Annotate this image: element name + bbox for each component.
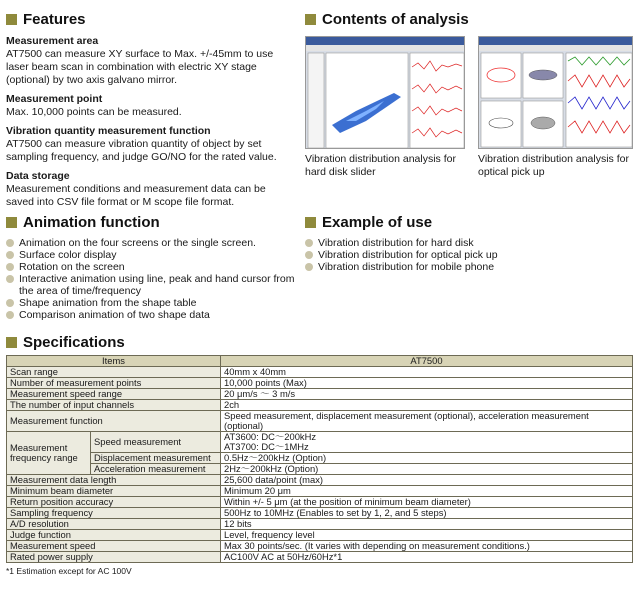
specifications-table <box>6 355 633 563</box>
footnote: *1 Estimation except for AC 100V <box>6 566 132 576</box>
feature-item: Measurement area AT7500 can measure XY surface to Max. +/-45mm to use laser beam scan in combination with electric XY stage (optional) by two axis galvano mirror. <box>6 35 274 86</box>
list-item: Vibration distribution for mobile phone <box>305 261 625 273</box>
list-item: Comparison animation of two shape data <box>6 309 296 321</box>
column-header: Items <box>7 356 221 367</box>
animation-heading: Animation function <box>6 214 160 231</box>
table-row: Measurement function Speed measurement, displacement measurement (optional), acceleration measurement (optional) <box>7 411 633 432</box>
list-item: Rotation on the screen <box>6 261 296 273</box>
table-row: The number of input channels 2ch <box>7 400 633 411</box>
table-row: Measurement data length 25,600 data/point (max) <box>7 475 633 486</box>
table-row: Sampling frequency 500Hz to 10MHz (Enables to set by 1, 2, and 5 steps) <box>7 508 633 519</box>
analysis-heading: Contents of analysis <box>305 11 469 28</box>
table-row: Judge function Level, frequency level <box>7 530 633 541</box>
feature-item: Data storage Measurement conditions and measurement data can be saved into CSV file format or M scope file format. <box>6 170 266 208</box>
animation-list <box>6 237 296 321</box>
table-row: Acceleration measurement 2Hz～200kHz (Option) <box>7 464 633 475</box>
analysis-software-screenshot-image <box>479 37 633 149</box>
column-header: AT7500 <box>221 356 633 367</box>
list-item: Surface color display <box>6 249 296 261</box>
list-item: Vibration distribution for hard disk <box>305 237 625 249</box>
features-list <box>6 35 294 215</box>
optical-pickup-screenshot <box>478 36 633 149</box>
table-row: Displacement measurement 0.5Hz～200kHz (Option) <box>7 453 633 464</box>
list-item: Animation on the four screens or the single screen. <box>6 237 296 249</box>
optical-pickup-caption: Vibration distribution analysis for optical pick up <box>478 153 629 178</box>
table-row: Rated power supply AC100V AC at 50Hz/60Hz*1 <box>7 552 633 563</box>
section-marker-icon <box>6 337 17 348</box>
table-row: A/D resolution 12 bits <box>7 519 633 530</box>
table-row: Measurement speed Max 30 points/sec. (It varies with depending on measurement conditions.) <box>7 541 633 552</box>
section-marker-icon <box>305 217 316 228</box>
table-row: Scan range 40mm x 40mm <box>7 367 633 378</box>
section-marker-icon <box>305 14 316 25</box>
section-marker-icon <box>6 14 17 25</box>
specifications-heading: Specifications <box>6 334 125 351</box>
examples-heading: Example of use <box>305 214 432 231</box>
table-row: Number of measurement points 10,000 points (Max) <box>7 378 633 389</box>
examples-list <box>305 237 625 273</box>
feature-item: Measurement point Max. 10,000 points can be measured. <box>6 93 182 118</box>
feature-item: Vibration quantity measurement function AT7500 can measure vibration quantity of object by set sampling frequency, and judge GO/NO for the rated value. <box>6 125 277 163</box>
list-item: Interactive animation using line, peak and hand cursor from the area of time/frequency <box>6 273 296 297</box>
analysis-software-screenshot-image <box>306 37 465 149</box>
table-row: Measurement frequency range Speed measurement AT3600: DC～200kHz AT3700: DC～1MHz <box>7 432 633 453</box>
frequency-range-label: Measurement frequency range <box>7 432 91 475</box>
features-heading: Features <box>6 11 86 28</box>
table-row: Measurement speed range 20 μm/s ～ 3 m/s <box>7 389 633 400</box>
section-marker-icon <box>6 217 17 228</box>
list-item: Shape animation from the shape table <box>6 297 296 309</box>
list-item: Vibration distribution for optical pick up <box>305 249 625 261</box>
hard-disk-screenshot <box>305 36 465 149</box>
table-header-row <box>7 356 633 367</box>
table-row: Return position accuracy Within +/- 5 μm (at the position of minimum beam diameter) <box>7 497 633 508</box>
table-row: Minimum beam diameter Minimum 20 μm <box>7 486 633 497</box>
hard-disk-caption: Vibration distribution analysis for hard disk slider <box>305 153 456 178</box>
